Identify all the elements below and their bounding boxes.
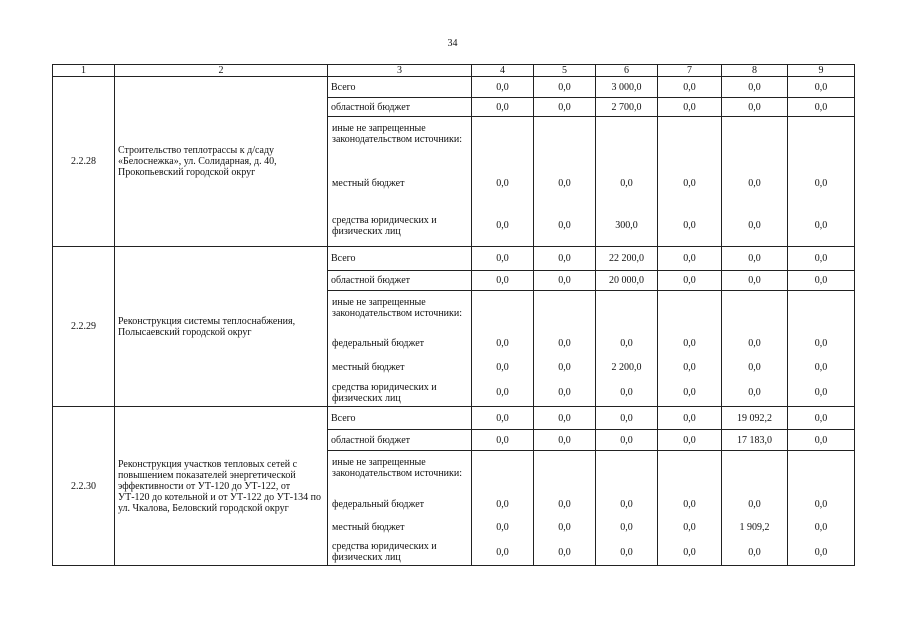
funding-source: средства юридических и физических лиц [332,214,437,237]
item-code: 2.2.28 [53,77,115,247]
amount-cell: 0,0 [748,177,761,189]
amount-cell: 3 000,0 [596,77,658,98]
funding-source: Всего [328,407,472,430]
column-header: 8 [722,65,788,77]
amount-cell: 0,0 [558,177,571,189]
item-name: Строительство теплотрассы к д/саду «Белоснежка», ул. Солидарная, д. 40, Прокопьевский городской округ [115,77,328,247]
amount-cell: 0,0 [620,337,633,349]
funding-source: федеральный бюджет [332,499,425,510]
amount-cell: 0,0 [658,430,722,451]
amount-cell: 300,0 [615,220,638,231]
amount-cell: 17 183,0 [722,430,788,451]
funding-source: Всего [328,77,472,98]
table-row [53,407,855,430]
amount-cell: 0,0 [683,499,696,510]
amount-cell: 0,0 [788,98,855,117]
amount-cell: 0,0 [748,337,761,349]
amount-cell: 0,0 [558,337,571,349]
amount-cell: 22 200,0 [596,247,658,271]
amount-cell: 0,0 [814,522,828,533]
amount-cell: 0,0 [814,361,828,373]
amount-cell: 0,0 [748,546,761,558]
amount-cell: 0,0 [814,177,828,189]
amount-cell: 0,0 [496,361,509,373]
column-header: 7 [658,65,722,77]
amount-cell: 0,0 [558,361,571,373]
amount-cell: 0,0 [788,247,855,271]
amount-cell: 0,0 [788,271,855,291]
amount-cell: 0,0 [558,387,571,398]
amount-cell: 0,0 [814,387,828,398]
amount-cell: 0,0 [788,77,855,98]
amount-cell: 0,0 [496,177,509,189]
amount-cell: 0,0 [683,522,696,533]
amount-cell: 0,0 [472,77,534,98]
amount-cell: 0,0 [788,407,855,430]
item-code: 2.2.30 [53,407,115,566]
other-sources-heading: иные не запрещенные законодательством источники: [332,297,463,319]
funding-source: средства юридических и физических лиц [332,541,437,563]
amount-cell: 0,0 [788,430,855,451]
amount-cell: 0,0 [558,522,571,533]
amount-cell: 0,0 [748,220,761,231]
item-name: Реконструкция системы теплоснабжения, Полысаевский городской округ [115,247,328,407]
amount-cell: 0,0 [658,98,722,117]
funding-source: областной бюджет [328,430,472,451]
item-code: 2.2.29 [53,247,115,407]
amount-cell: 0,0 [814,220,828,231]
amount-cell: 19 092,2 [722,407,788,430]
amount-cell: 20 000,0 [596,271,658,291]
amount-cell: 0,0 [534,271,596,291]
amount-cell: 0,0 [683,220,696,231]
amount-cell: 2 200,0 [611,361,642,373]
amount-cell: 0,0 [534,430,596,451]
amount-cell: 0,0 [658,271,722,291]
column-number-row [53,65,855,77]
column-header: 4 [472,65,534,77]
funding-source: местный бюджет [332,177,405,189]
amount-cell: 0,0 [496,387,509,398]
amount-cell: 0,0 [596,430,658,451]
column-header: 3 [328,65,472,77]
funding-source: местный бюджет [332,361,405,373]
amount-cell: 0,0 [558,499,571,510]
amount-cell: 0,0 [496,522,509,533]
amount-cell: 0,0 [534,407,596,430]
table-row [53,77,855,98]
amount-cell: 0,0 [496,499,509,510]
amount-cell: 0,0 [558,546,571,558]
column-header: 9 [788,65,855,77]
amount-cell: 0,0 [683,546,696,558]
amount-cell: 0,0 [472,430,534,451]
amount-cell: 0,0 [472,271,534,291]
amount-cell: 0,0 [496,337,509,349]
amount-cell: 0,0 [472,247,534,271]
amount-cell: 0,0 [496,546,509,558]
amount-cell: 0,0 [683,387,696,398]
amount-cell: 0,0 [683,337,696,349]
funding-source: областной бюджет [328,98,472,117]
amount-cell: 0,0 [748,387,761,398]
amount-cell: 0,0 [472,98,534,117]
amount-cell: 0,0 [620,522,633,533]
column-header: 2 [115,65,328,77]
amount-cell: 0,0 [748,361,761,373]
amount-cell: 0,0 [658,247,722,271]
other-sources-heading: иные не запрещенные законодательством источники: [332,123,463,145]
amount-cell: 0,0 [620,499,633,510]
amount-cell: 0,0 [722,98,788,117]
funding-source: Всего [328,247,472,271]
amount-cell: 0,0 [620,546,633,558]
amount-cell: 0,0 [722,271,788,291]
amount-cell: 0,0 [722,77,788,98]
amount-cell: 0,0 [748,499,761,510]
column-header: 5 [534,65,596,77]
amount-cell: 0,0 [814,337,828,349]
funding-source: средства юридических и физических лиц [332,381,437,404]
table-row [53,247,855,271]
amount-cell: 0,0 [534,247,596,271]
page-number: 34 [447,38,458,49]
amount-cell: 0,0 [814,499,828,510]
funding-source: областной бюджет [328,271,472,291]
amount-cell: 0,0 [814,546,828,558]
funding-source: федеральный бюджет [332,337,425,349]
column-header: 6 [596,65,658,77]
item-name: Реконструкция участков тепловых сетей с повышением показателей энергетической эффективности от УТ-120 до УТ-122, от УТ-120 до котельной и от УТ-122 до УТ-134 по ул. Чкалова, Беловский городской округ [115,407,328,566]
amount-cell: 0,0 [472,407,534,430]
amount-cell: 0,0 [620,387,633,398]
amount-cell: 0,0 [683,361,696,373]
amount-cell: 0,0 [620,177,633,189]
amount-cell: 0,0 [534,77,596,98]
amount-cell: 2 700,0 [596,98,658,117]
other-sources-heading: иные не запрещенные законодательством источники: [332,457,463,479]
amount-cell: 0,0 [683,177,696,189]
amount-cell: 0,0 [534,98,596,117]
amount-cell: 0,0 [658,407,722,430]
budget-table [52,64,855,566]
amount-cell: 1 909,2 [739,522,770,533]
amount-cell: 0,0 [496,220,509,231]
amount-cell: 0,0 [596,407,658,430]
amount-cell: 0,0 [722,247,788,271]
column-header: 1 [53,65,115,77]
amount-cell: 0,0 [558,220,571,231]
funding-source: местный бюджет [332,522,405,533]
amount-cell: 0,0 [658,77,722,98]
